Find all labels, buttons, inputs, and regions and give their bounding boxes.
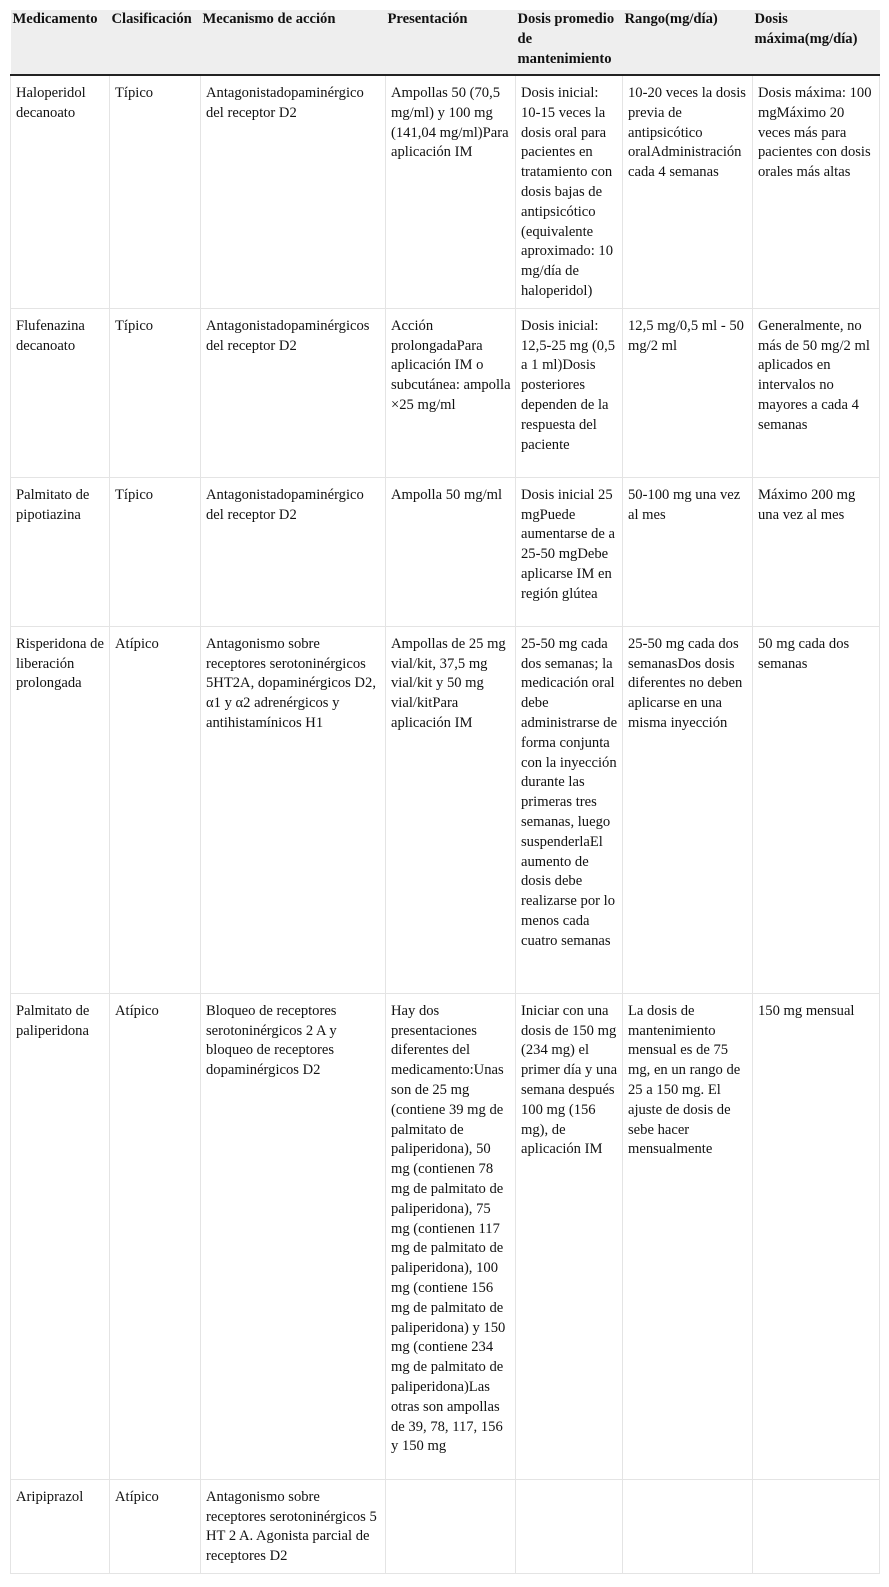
cell-dosis-maxima: Dosis máxima: 100 mgMáximo 20 veces más para pacientes con dosis orales más altas (753, 75, 880, 308)
header-row (11, 10, 880, 75)
header-dosis-maxima: Dosis máxima(mg/día) (753, 10, 880, 75)
antipsychotic-table (10, 10, 880, 1574)
cell-medicamento: Haloperidol decanoato (11, 75, 110, 308)
cell-dosis-mantenimiento: 25-50 mg cada dos semanas; la medicación oral debe administrarse de forma conjunta con la inyección durante las primeras tres semanas, luego suspenderlaEl aumento de dosis debe realizarse por lo menos cada cuatro semanas (516, 626, 623, 993)
cell-dosis-mantenimiento: Dosis inicial: 12,5-25 mg (0,5 a 1 ml)Dosis posteriores dependen de la respuesta del paciente (516, 308, 623, 477)
table-row (11, 75, 880, 308)
cell-rango: 10-20 veces la dosis previa de antipsicótico oralAdministración cada 4 semanas (623, 75, 753, 308)
header-mecanismo: Mecanismo de acción (201, 10, 386, 75)
cell-clasificacion: Típico (110, 75, 201, 308)
cell-mecanismo: Bloqueo de receptores serotoninérgicos 2 A y bloqueo de receptores dopaminérgicos D2 (201, 993, 386, 1479)
cell-dosis-maxima: 50 mg cada dos semanas (753, 626, 880, 993)
table-body (11, 75, 880, 1573)
cell-medicamento: Palmitato de pipotiazina (11, 477, 110, 626)
table-row (11, 308, 880, 477)
cell-dosis-mantenimiento: Dosis inicial: 10-15 veces la dosis oral para pacientes en tratamiento con dosis bajas de antipsicótico (equivalente aproximado: 10 mg/día de haloperidol) (516, 75, 623, 308)
cell-presentacion: Hay dos presentaciones diferentes del medicamento:Unas son de 25 mg (contiene 39 mg de palmitato de paliperidona), 50 mg (contienen 78 mg de palmitato de paliperidona), 75 mg (contienen 117 mg de palmitato de paliperidona), 100 mg (contiene 156 mg de palmitato de paliperidona) y 150 mg (contiene 234 mg de palmitato de paliperidona)Las otras son ampollas de 39, 78, 117, 156 y 150 mg (386, 993, 516, 1479)
header-rango: Rango(mg/día) (623, 10, 753, 75)
cell-presentacion: Ampollas 50 (70,5 mg/ml) y 100 mg (141,04 mg/ml)Para aplicación IM (386, 75, 516, 308)
header-medicamento: Medicamento (11, 10, 110, 75)
cell-mecanismo: Antagonistadopaminérgicos del receptor D2 (201, 308, 386, 477)
cell-presentacion: Ampolla 50 mg/ml (386, 477, 516, 626)
cell-rango: 25-50 mg cada dos semanasDos dosis diferentes no deben aplicarse en una misma inyección (623, 626, 753, 993)
cell-clasificacion: Atípico (110, 626, 201, 993)
cell-mecanismo: Antagonistadopaminérgico del receptor D2 (201, 75, 386, 308)
cell-medicamento: Flufenazina decanoato (11, 308, 110, 477)
table-row (11, 993, 880, 1479)
cell-medicamento: Risperidona de liberación prolongada (11, 626, 110, 993)
cell-mecanismo: Antagonismo sobre receptores serotoninérgicos 5HT2A, dopaminérgicos D2, α1 y α2 adrenérgicos y antihistamínicos H1 (201, 626, 386, 993)
cell-mecanismo: Antagonistadopaminérgico del receptor D2 (201, 477, 386, 626)
cell-rango (623, 1479, 753, 1573)
cell-medicamento: Aripiprazol (11, 1479, 110, 1573)
cell-rango: La dosis de mantenimiento mensual es de 75 mg, en un rango de 25 a 150 mg. El ajuste de dosis de sebe hacer mensualmente (623, 993, 753, 1479)
cell-rango: 50-100 mg una vez al mes (623, 477, 753, 626)
cell-dosis-maxima (753, 1479, 880, 1573)
cell-dosis-mantenimiento (516, 1479, 623, 1573)
cell-dosis-maxima: Generalmente, no más de 50 mg/2 ml aplicados en intervalos no mayores a cada 4 semanas (753, 308, 880, 477)
cell-mecanismo: Antagonismo sobre receptores serotoninérgicos 5 HT 2 A. Agonista parcial de receptores D2 (201, 1479, 386, 1573)
cell-medicamento: Palmitato de paliperidona (11, 993, 110, 1479)
cell-clasificacion: Atípico (110, 993, 201, 1479)
table-row (11, 1479, 880, 1573)
cell-rango: 12,5 mg/0,5 ml - 50 mg/2 ml (623, 308, 753, 477)
header-dosis-mantenimiento: Dosis promedio de mantenimiento (516, 10, 623, 75)
cell-presentacion: Acción prolongadaPara aplicación IM o subcutánea: ampolla ×25 mg/ml (386, 308, 516, 477)
table-header (11, 10, 880, 75)
cell-presentacion (386, 1479, 516, 1573)
cell-presentacion: Ampollas de 25 mg vial/kit, 37,5 mg vial/kit y 50 mg vial/kitPara aplicación IM (386, 626, 516, 993)
table-row (11, 477, 880, 626)
header-clasificacion: Clasificación (110, 10, 201, 75)
cell-dosis-mantenimiento: Dosis inicial 25 mgPuede aumentarse de a 25-50 mgDebe aplicarse IM en región glútea (516, 477, 623, 626)
cell-dosis-maxima: Máximo 200 mg una vez al mes (753, 477, 880, 626)
cell-clasificacion: Típico (110, 477, 201, 626)
cell-dosis-maxima: 150 mg mensual (753, 993, 880, 1479)
header-presentacion: Presentación (386, 10, 516, 75)
table-row (11, 626, 880, 993)
cell-dosis-mantenimiento: Iniciar con una dosis de 150 mg (234 mg) el primer día y una semana después 100 mg (156 mg), de aplicación IM (516, 993, 623, 1479)
cell-clasificacion: Típico (110, 308, 201, 477)
cell-clasificacion: Atípico (110, 1479, 201, 1573)
